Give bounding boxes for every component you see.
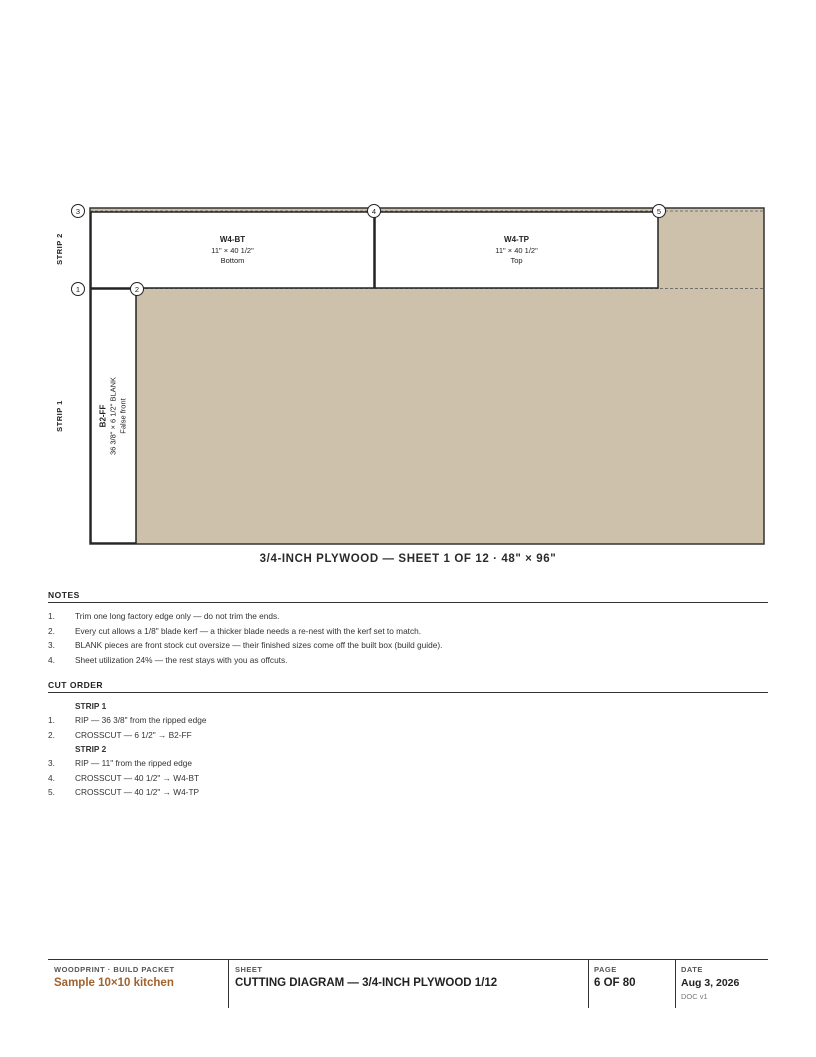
svg-text:5: 5: [656, 206, 662, 216]
sheet-cell: [228, 960, 591, 1008]
cut-marker-1: [72, 283, 85, 296]
svg-text:1: 1: [75, 284, 81, 294]
svg-text:2: 2: [134, 284, 140, 294]
note-item: 2. Every cut allows a 1/8" blade kerf — a thicker blade needs a re-nest with the kerf set to match.: [48, 625, 422, 636]
page-label: PAGE: [594, 965, 617, 974]
cut-order-title: CUT ORDER: [48, 680, 768, 693]
date-cell: [675, 960, 767, 1008]
sheet-label: SHEET: [235, 965, 263, 974]
note-item: 3. BLANK pieces are front stock cut oversize — their finished sizes come off the built box (build guide).: [48, 640, 443, 650]
title-block: [48, 959, 768, 1008]
piece-code: W4-BT: [219, 235, 246, 244]
doc-version: DOC v1: [681, 992, 708, 1001]
piece-code: W4-TP: [504, 235, 529, 244]
strip-label-1: STRIP 1: [55, 400, 64, 432]
piece-code: B2-FF: [98, 404, 108, 428]
brand-label: WOODPRINT · BUILD PACKET: [54, 965, 175, 974]
cut-step: 3. RIP — 11" from the ripped edge: [48, 758, 193, 768]
cut-marker-5: [653, 205, 666, 218]
page-cell: [588, 960, 674, 1008]
notes-title: NOTES: [48, 590, 768, 603]
note-item: 4. Sheet utilization 24% — the rest stays with you as offcuts.: [48, 654, 288, 665]
cut-step: 1. RIP — 36 3/8" from the ripped edge: [48, 715, 207, 725]
cut-marker-3: [72, 205, 85, 218]
piece-name: Top: [510, 256, 523, 265]
cut-group-label: STRIP 2: [75, 744, 107, 754]
cut-order-list: [48, 699, 768, 800]
page-value: 6 OF 80: [594, 977, 636, 989]
piece-name: Bottom: [220, 256, 245, 265]
svg-text:3: 3: [75, 206, 81, 216]
sheet-caption: 3/4-INCH PLYWOOD — SHEET 1 OF 12 · 48" × 96": [259, 553, 557, 565]
cut-step: 2. CROSSCUT — 6 1/2" → B2-FF: [48, 729, 192, 740]
notes-list: [48, 609, 768, 667]
note-item: 1. Trim one long factory edge only — do not trim the ends.: [48, 611, 280, 621]
cut-step: 4. CROSSCUT — 40 1/2" → W4-BT: [48, 772, 200, 783]
date-value: Aug 3, 2026: [681, 977, 740, 989]
piece-name: False front: [118, 398, 128, 434]
cut-group-label: STRIP 1: [75, 701, 107, 711]
cut-step: 5. CROSSCUT — 40 1/2" → W4-TP: [48, 787, 200, 797]
date-label: DATE: [681, 965, 703, 974]
piece-size: 36 3/8" × 6 1/2" BLANK: [108, 376, 118, 456]
strip-label-2: STRIP 2: [55, 233, 64, 265]
cut-marker-2: [131, 283, 144, 296]
cut-marker-4: [368, 205, 381, 218]
sheet-value: CUTTING DIAGRAM — 3/4-INCH PLYWOOD 1/12: [235, 977, 498, 989]
piece-size: 11" × 40 1/2": [211, 246, 254, 255]
svg-text:4: 4: [371, 206, 377, 216]
brand-cell: [54, 960, 224, 1008]
piece-size: 11" × 40 1/2": [495, 246, 538, 255]
project-name: Sample 10×10 kitchen: [54, 977, 174, 989]
